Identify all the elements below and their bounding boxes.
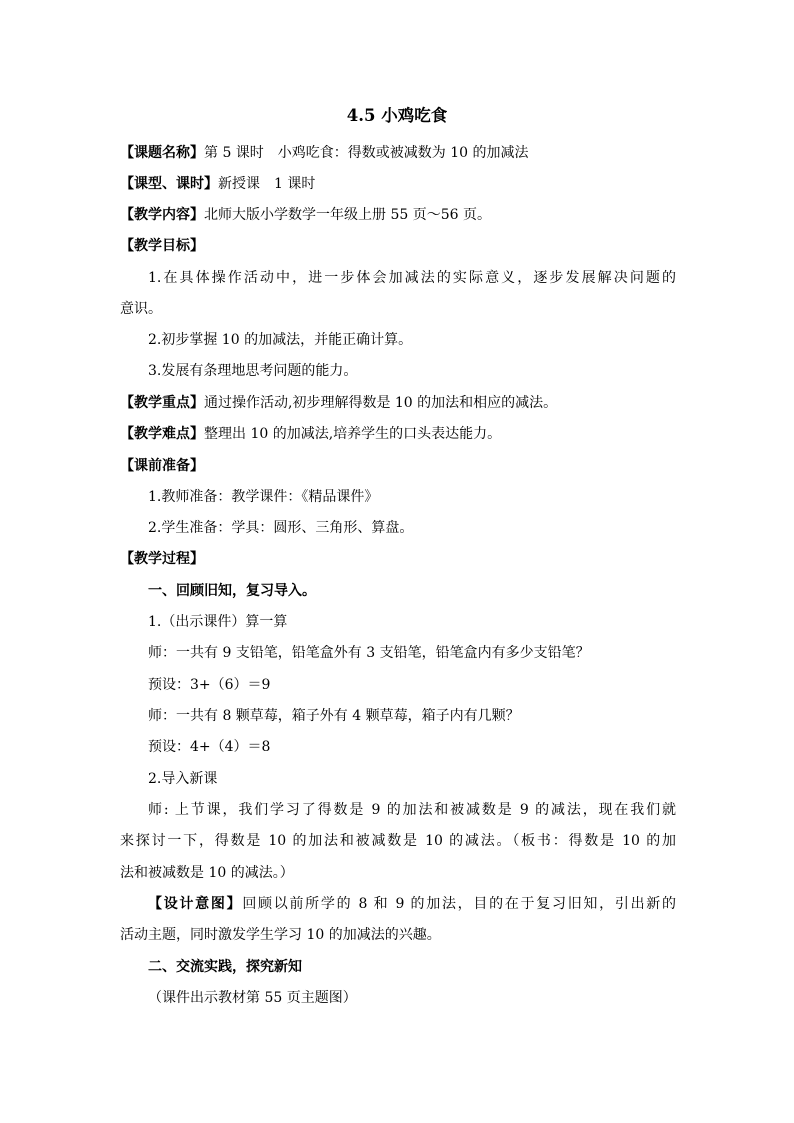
goals-heading: 【教学目标】 <box>120 238 204 254</box>
goal-item-1: 1.在具体操作活动中，进一步体会加减法的实际意义，逐步发展解决问题的 <box>148 270 676 286</box>
design-line-1 <box>148 893 676 915</box>
difficulty-line <box>120 423 680 445</box>
design-line-2: 活动主题，同时激发学生学习 10 的加减法的兴趣。 <box>120 927 441 943</box>
lesson-name-label: 【课题名称】 <box>120 145 204 161</box>
lesson-type-line <box>120 173 680 195</box>
design-text-1: 回顾以前所学的 8 和 9 的加法，目的在于复习旧知，引出新的 <box>242 896 676 912</box>
goal-item-2: 2.初步掌握 10 的加减法，并能正确计算。 <box>148 332 413 348</box>
process-line-1: 1.（出示课件）算一算 <box>148 614 288 630</box>
content-line <box>120 204 680 226</box>
intro-para-line-1: 师: 上节课，我们学习了得数是 9 的加法和被减数是 9 的减法，现在我们就 <box>148 802 676 818</box>
key-point-line <box>120 392 680 414</box>
process-line-2: 师：一共有 9 支铅笔，铅笔盒外有 3 支铅笔，铅笔盒内有多少支铅笔？ <box>148 645 590 661</box>
intro-para-line-3: 法和被减数是 10 的减法。） <box>120 865 294 881</box>
key-point-label: 【教学重点】 <box>120 395 204 411</box>
prep-heading: 【课前准备】 <box>120 458 204 474</box>
prep-item-1: 1.教师准备：教学课件：《精品课件》 <box>148 489 379 505</box>
prep-item-2: 2.学生准备：学具：圆形、三角形、算盘。 <box>148 520 414 536</box>
section-1-heading: 一、回顾旧知，复习导入。 <box>148 583 316 599</box>
content-text: 北师大版小学数学一年级上册 55 页～56 页。 <box>204 207 491 223</box>
content-label: 【教学内容】 <box>120 207 204 223</box>
difficulty-text: 整理出 10 的加减法,培养学生的口头表达能力。 <box>204 426 502 442</box>
process-heading: 【教学过程】 <box>120 551 204 567</box>
lesson-type-text: 新授课 1 课时 <box>218 176 316 192</box>
process-line-4: 师：一共有 8 颗草莓，箱子外有 4 颗草莓，箱子内有几颗？ <box>148 708 520 724</box>
section-2-heading: 二、交流实践，探究新知 <box>148 959 302 975</box>
difficulty-label: 【教学难点】 <box>120 426 204 442</box>
lesson-name-text: 第 5 课时 小鸡吃食：得数或被减数为 10 的加减法 <box>204 145 529 161</box>
intro-para-line-2: 来探讨一下，得数是 10 的加法和被减数是 10 的减法。（板书：得数是 10 的加 <box>120 833 676 849</box>
lesson-type-label: 【课型、课时】 <box>120 176 218 192</box>
process-line-3: 预设：3+（6）＝9 <box>148 677 271 693</box>
process-line-5: 预设：4+（4）＝8 <box>148 739 271 755</box>
goal-item-3: 3.发展有条理地思考问题的能力。 <box>148 363 358 379</box>
process-last-line: （课件出示教材第 55 页主题图） <box>148 990 357 1006</box>
key-point-text: 通过操作活动,初步理解得数是 10 的加法和相应的减法。 <box>204 395 558 411</box>
page-title: 4.5 小鸡吃食 <box>346 106 448 125</box>
design-label: 【设计意图】 <box>148 896 243 912</box>
process-line-6: 2.导入新课 <box>148 771 218 787</box>
lesson-name-line <box>120 142 680 164</box>
goal-item-1-cont: 意识。 <box>120 301 162 317</box>
